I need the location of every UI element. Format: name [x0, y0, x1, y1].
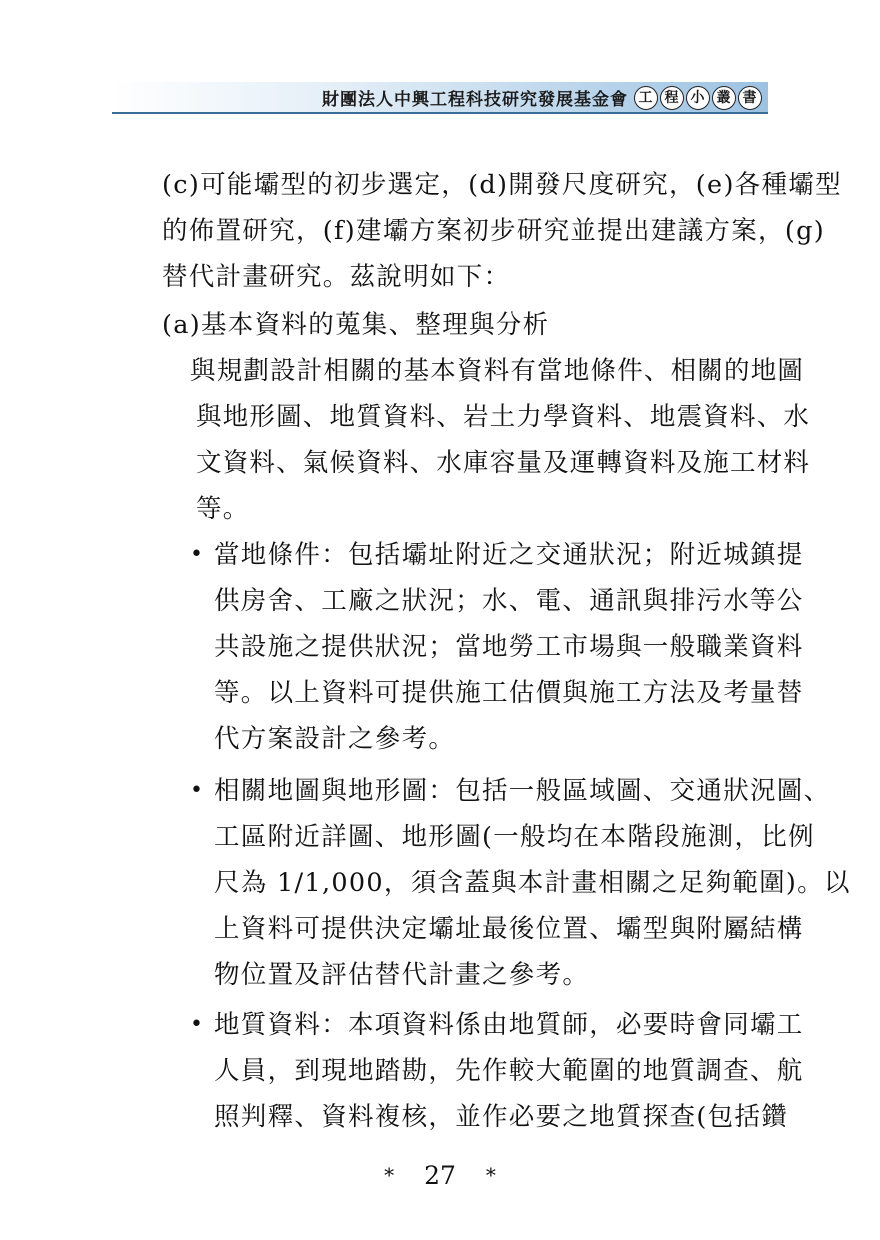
paragraph-line: 等。 [196, 494, 250, 524]
bullet-line: 物位置及評估替代計畫之參考。 [214, 960, 590, 990]
bullet-line: 等。以上資料可提供施工估價與施工方法及考量替 [214, 678, 804, 708]
running-header [322, 85, 762, 110]
bullet-line: 相關地圖與地形圖：包括一般區域圖、交通狀況圖、 [214, 776, 831, 806]
bullet-dot: • [190, 778, 203, 803]
section-heading: (a)基本資料的蒐集、整理與分析 [162, 310, 550, 340]
bullet-line: 當地條件：包括壩址附近之交通狀況；附近城鎮提 [214, 540, 804, 570]
series-char: 程 [660, 86, 684, 110]
bullet-line: 共設施之提供狀況；當地勞工市場與一般職業資料 [214, 632, 804, 662]
page-number: 27 [424, 1161, 456, 1190]
bullet-line: 代方案設計之參考。 [214, 724, 456, 754]
page-footer [0, 1160, 880, 1191]
footer-star: * [485, 1163, 496, 1187]
series-char: 工 [634, 86, 658, 110]
paragraph-line: 與規劃設計相關的基本資料有當地條件、相關的地圖 [190, 356, 805, 386]
intro-line: 的佈置研究，(f)建壩方案初步研究並提出建議方案，(g) [162, 216, 825, 246]
bullet-line: 尺為 1/1,000，須含蓋與本計畫相關之足夠範圍)。以 [214, 868, 851, 898]
series-badge [634, 86, 762, 110]
footer-star: * [384, 1163, 395, 1187]
publisher-name: 財團法人中興工程科技研究發展基金會 [322, 90, 628, 110]
bullet-line: 上資料可提供決定壩址最後位置、壩型與附屬結構 [214, 914, 804, 944]
series-char: 小 [686, 86, 710, 110]
intro-line: 替代計畫研究。茲說明如下： [162, 262, 511, 292]
paragraph-line: 與地形圖、地質資料、岩土力學資料、地震資料、水 [196, 402, 811, 432]
series-char: 書 [738, 86, 762, 110]
bullet-line: 供房舍、工廠之狀況；水、電、通訊與排污水等公 [214, 586, 804, 616]
intro-line: (c)可能壩型的初步選定，(d)開發尺度研究，(e)各種壩型 [162, 170, 842, 200]
bullet-line: 人員，到現地踏勘，先作較大範圍的地質調查、航 [214, 1056, 804, 1086]
paragraph-line: 文資料、氣候資料、水庫容量及運轉資料及施工材料 [196, 448, 811, 478]
bullet-dot: • [190, 1012, 203, 1037]
bullet-dot: • [190, 542, 203, 567]
bullet-line: 地質資料：本項資料係由地質師，必要時會同壩工 [214, 1010, 804, 1040]
series-char: 叢 [712, 86, 736, 110]
bullet-line: 照判釋、資料複核，並作必要之地質探查(包括鑽 [214, 1102, 789, 1132]
bullet-line: 工區附近詳圖、地形圖(一般均在本階段施測，比例 [214, 822, 815, 852]
